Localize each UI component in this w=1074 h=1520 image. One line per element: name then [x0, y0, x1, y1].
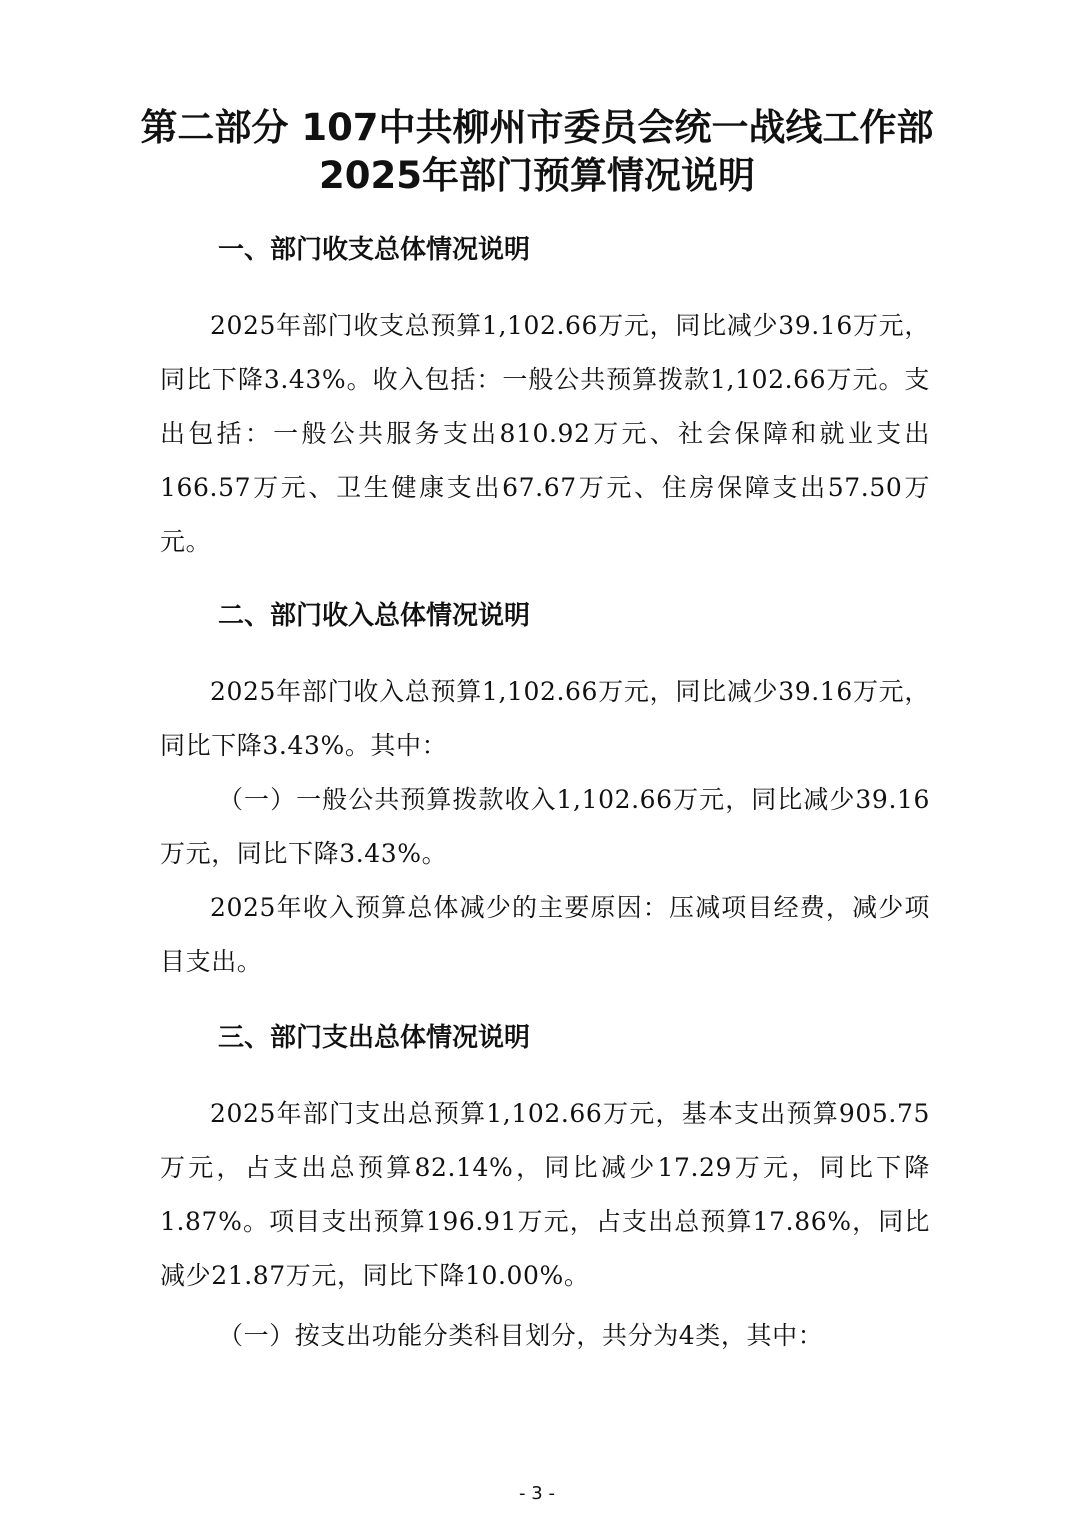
section-3-paragraph-2: （一）按支出功能分类科目划分，共分为4类，其中： — [218, 1321, 824, 1350]
section-2-paragraph-2: （一）一般公共预算拨款收入1,102.66万元，同比减少39.16万元，同比下降3.43%。 — [160, 785, 930, 868]
document-title: 第二部分 107中共柳州市委员会统一战线工作部2025年部门预算情况说明 — [140, 106, 934, 197]
section-heading-3: 三、部门支出总体情况说明 — [218, 1023, 531, 1053]
section-3-paragraph-1: 2025年部门支出总预算1,102.66万元，基本支出预算905.75万元，占支出总预算82.14%，同比减少17.29万元，同比下降1.87%。项目支出预算196.91万元，占支出总预算17.86%，同比减少21.87万元，同比下降10.00%。 — [160, 1099, 930, 1290]
section-heading-1: 一、部门收支总体情况说明 — [218, 235, 531, 265]
section-2-paragraph-1: 2025年部门收入总预算1,102.66万元，同比减少39.16万元，同比下降3.43%。其中： — [160, 677, 930, 760]
section-2-paragraph-3: 2025年收入预算总体减少的主要原因：压减项目经费，减少项目支出。 — [160, 893, 930, 976]
section-1-paragraph-1: 2025年部门收支总预算1,102.66万元，同比减少39.16万元，同比下降3.43%。收入包括：一般公共预算拨款1,102.66万元。支出包括：一般公共服务支出810.92万元、社会保障和就业支出166.57万元、卫生健康支出67.67万元、住房保障支出57.50万元。 — [160, 311, 930, 556]
section-heading-2: 二、部门收入总体情况说明 — [218, 601, 531, 631]
page-number: - 3 - — [519, 1483, 555, 1504]
